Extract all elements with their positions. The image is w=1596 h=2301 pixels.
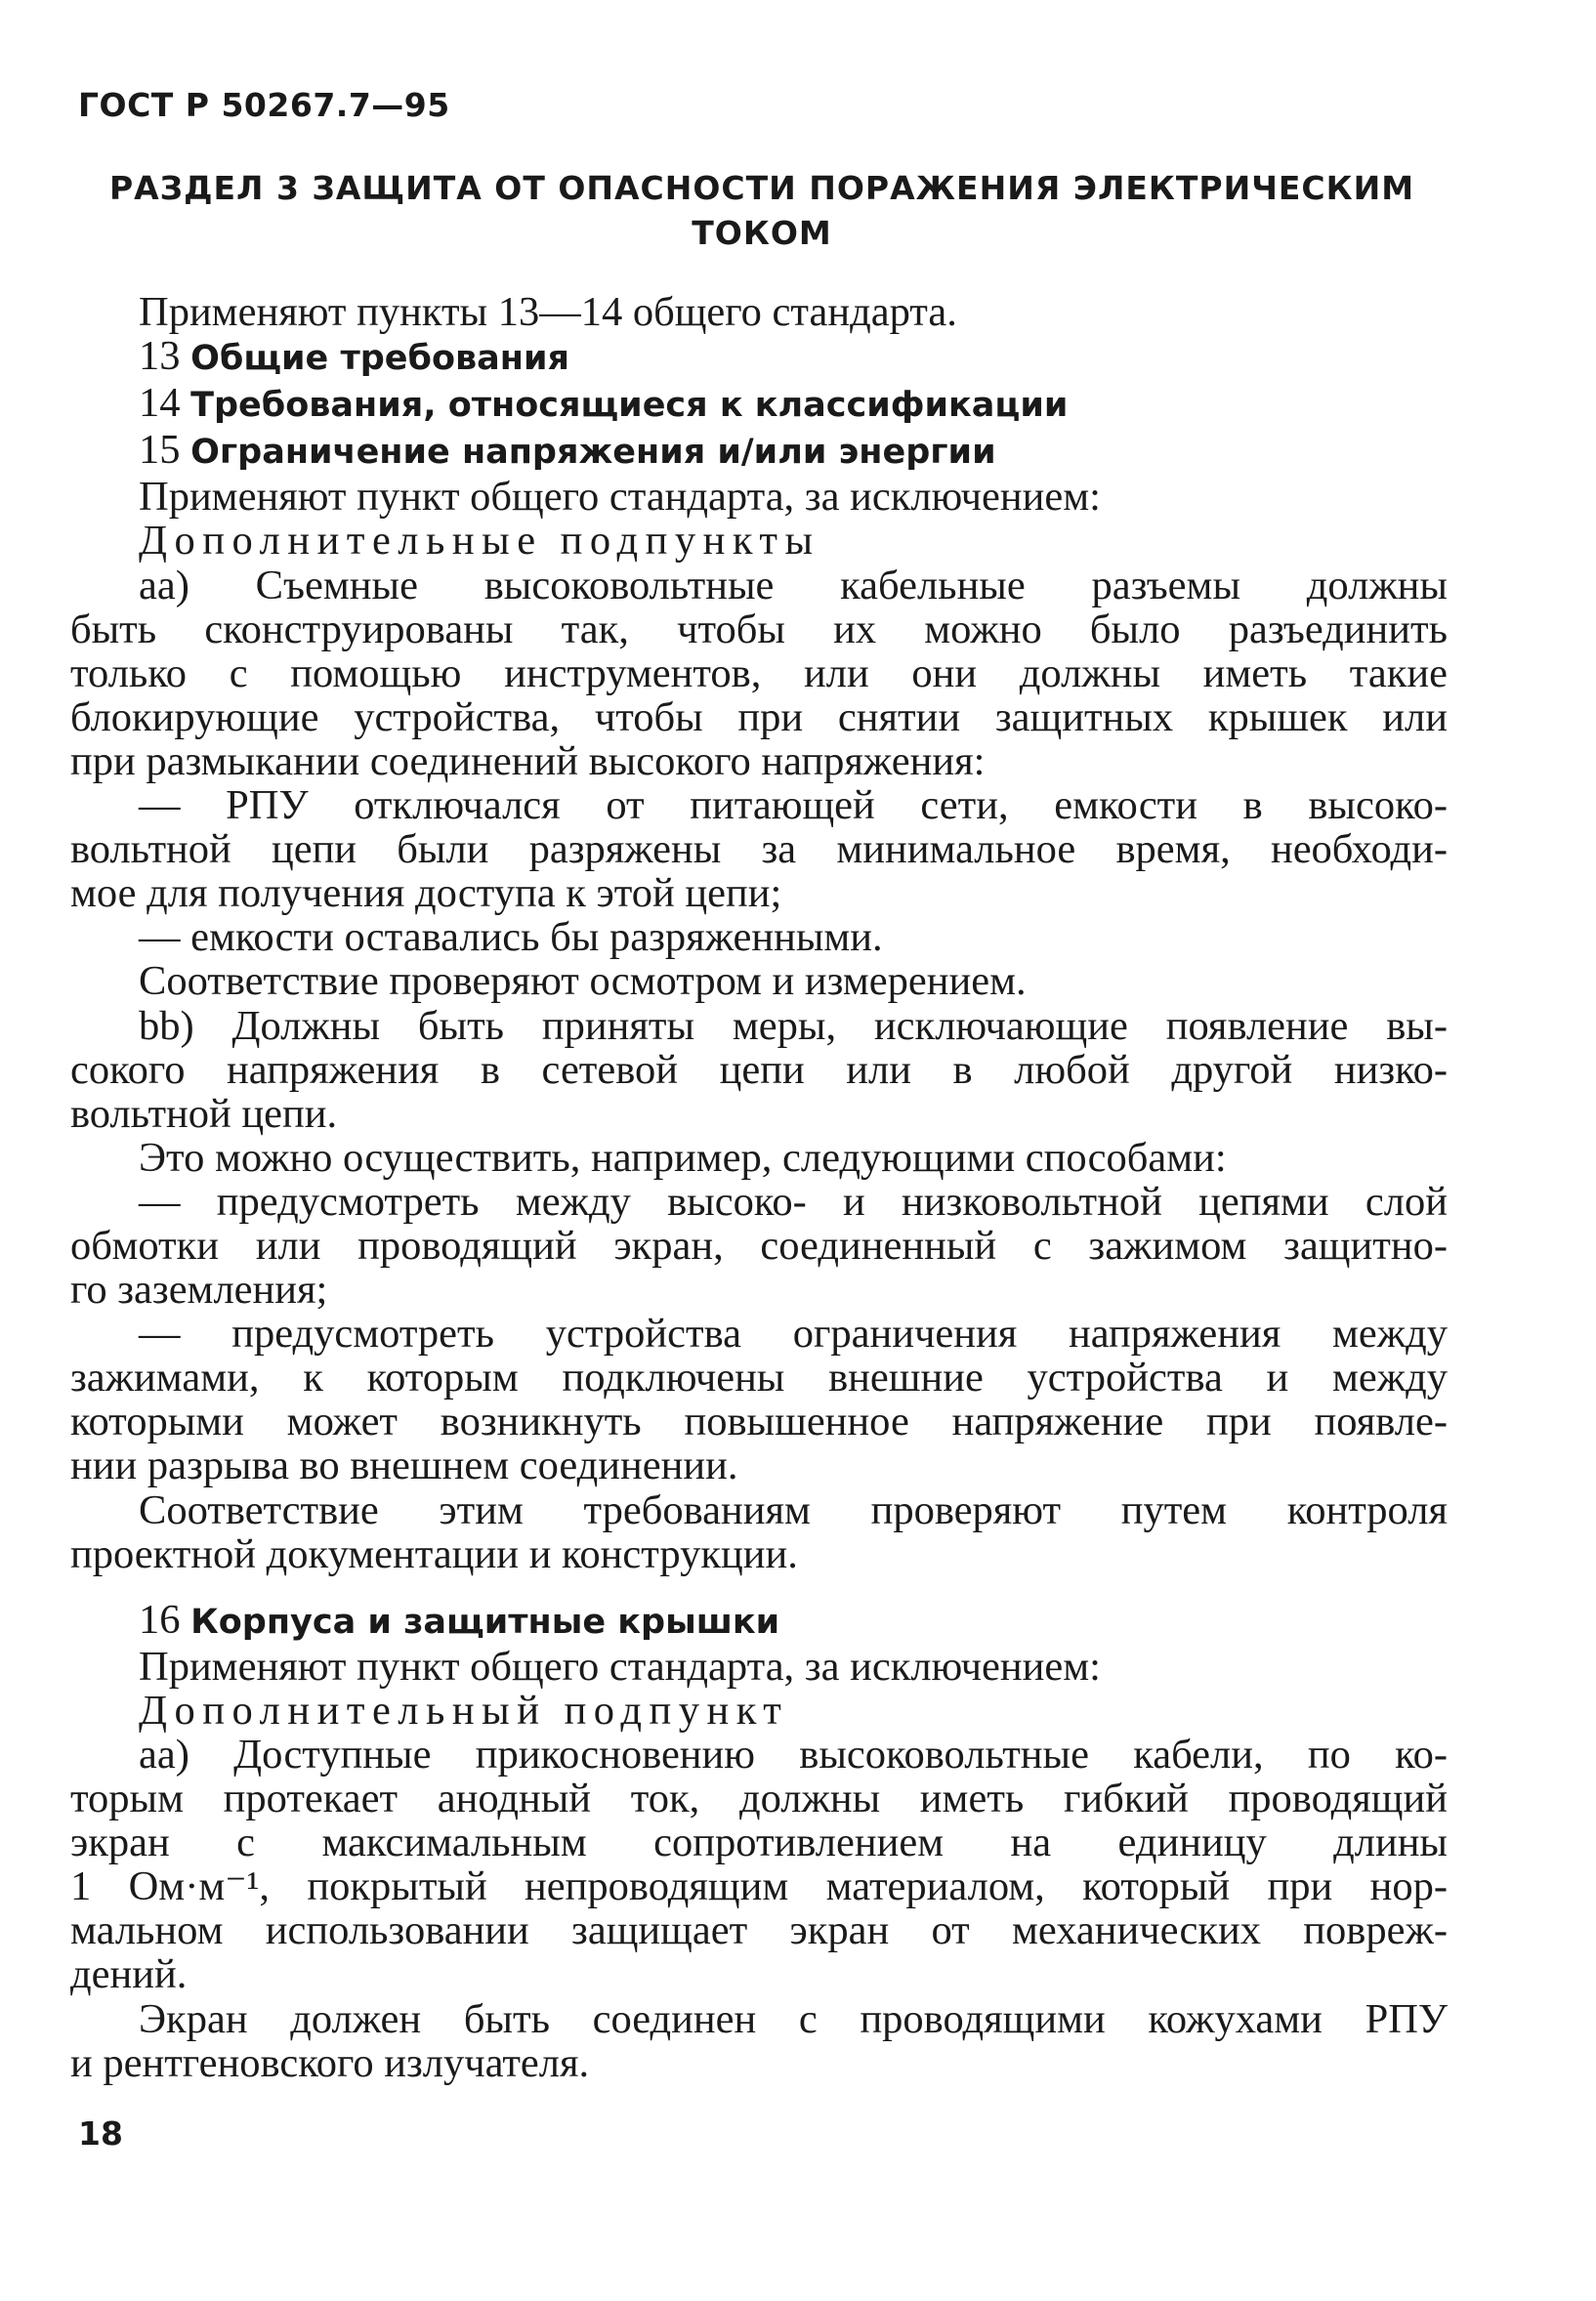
paragraph-methods: Это можно осуществить, например, следующими способами: — [139, 1134, 1227, 1181]
dash-item-3-line-1: — предусмотреть между высоко- и низковольтной цепями слой — [139, 1178, 1448, 1225]
clause-16-intro: Применяют пункт общего стандарта, за исключением: — [139, 1643, 1101, 1690]
section-title-line-1: РАЗДЕЛ 3 ЗАЩИТА ОТ ОПАСНОСТИ ПОРАЖЕНИЯ ЭЛЕКТРИЧЕСКИМ — [108, 169, 1415, 207]
body-text — [70, 290, 1448, 2085]
clause-13-number: 13 — [139, 333, 181, 380]
dash-item-1-line-1: — РПУ отключался от питающей сети, емкости в высоко- — [139, 782, 1448, 829]
dash-item-1-line-2: вольтной цепи были разряжены за минимальное время, необходи- — [70, 826, 1448, 873]
clause-14-title: Требования, относящиеся к классификации — [190, 386, 1069, 426]
dash-item-3-line-3: го заземления; — [70, 1267, 328, 1314]
clause-14-number: 14 — [139, 380, 181, 427]
clause-16-aa-line-1: aa) Доступные прикосновению высоковольтные кабели, по ко- — [139, 1732, 1448, 1778]
clause-16-subheading: Дополнительный подпункт — [139, 1687, 789, 1734]
clause-15-bb-line-2: сокого напряжения в сетевой цепи или в любой другой низко- — [70, 1046, 1448, 1093]
clause-15-heading — [70, 428, 1448, 475]
section-title — [78, 166, 1446, 256]
clause-16-aa-line-5: мальном использовании защищает экран от механических повреж- — [70, 1907, 1448, 1954]
screen-paragraph-line-2: и рентгеновского излучателя. — [70, 2039, 590, 2086]
clause-13-title: Общие требования — [190, 339, 569, 379]
dash-item-4-line-4: нии разрыва во внешнем соединении. — [70, 1443, 738, 1489]
clause-15-bb-line-3: вольтной цепи. — [70, 1090, 338, 1137]
clause-15-aa-line-5: при размыкании соединений высокого напряжения: — [70, 737, 986, 784]
dash-item-4-line-3: которыми может возникнуть повышенное напряжение при появле- — [70, 1399, 1448, 1445]
clause-15-aa-line-1: aa) Съемные высоковольтные кабельные разъемы должны — [139, 562, 1448, 608]
dash-item-4-line-1: — предусмотреть устройства ограничения напряжения между — [139, 1311, 1448, 1358]
clause-15-number: 15 — [139, 427, 181, 474]
clause-15-aa-line-4: блокирующие устройства, чтобы при снятии защитных крышек или — [70, 693, 1448, 740]
clause-16-title: Корпуса и защитные крышки — [190, 1602, 780, 1642]
clause-16-number: 16 — [139, 1596, 181, 1643]
screen-paragraph-line-1: Экран должен быть соединен с проводящими кожухами РПУ — [139, 1995, 1448, 2042]
clause-16-aa-line-6: дений. — [70, 1951, 188, 1998]
dash-item-2: — емкости оставались бы разряженными. — [139, 914, 883, 961]
clause-13-heading — [70, 334, 1448, 381]
section-title-line-2: ТОКОМ — [692, 214, 832, 252]
clause-16-aa-line-4: 1 Ом·м⁻¹, покрытый непроводящим материалом, который при нор- — [70, 1863, 1448, 1910]
clause-15-subheading: Дополнительные подпункты — [139, 518, 820, 565]
clause-15-intro: Применяют пункт общего стандарта, за исключением: — [139, 474, 1101, 521]
dash-item-1-line-3: мое для получения доступа к этой цепи; — [70, 870, 782, 917]
document-code: ГОСТ Р 50267.7—95 — [78, 86, 450, 124]
clause-16-aa-line-2: торым протекает анодный ток, должны иметь гибкий проводящий — [70, 1776, 1448, 1822]
paragraph-apply-clauses: Применяют пункты 13—14 общего стандарта. — [139, 289, 957, 335]
dash-item-3-line-2: обмотки или проводящий экран, соединенный с зажимом защитно- — [70, 1222, 1448, 1269]
clause-14-heading — [70, 381, 1448, 428]
compliance-check-2-line-2: проектной документации и конструкции. — [70, 1530, 798, 1577]
clause-15-aa-line-3: только с помощью инструментов, или они должны иметь такие — [70, 649, 1448, 696]
page-number: 18 — [78, 2114, 123, 2153]
compliance-check-1: Соответствие проверяют осмотром и измерением. — [139, 958, 1027, 1005]
clause-15-bb-line-1: bb) Должны быть приняты меры, исключающие появление вы- — [139, 1002, 1448, 1049]
clause-15-aa-line-2: быть сконструированы так, чтобы их можно было разъединить — [70, 606, 1448, 652]
clause-16-heading — [70, 1598, 1448, 1645]
clause-15-title: Ограничение напряжения и/или энергии — [190, 433, 996, 473]
clause-16-aa-line-3: экран с максимальным сопротивлением на единицу длины — [70, 1820, 1448, 1866]
dash-item-4-line-2: зажимами, к которым подключены внешние устройства и между — [70, 1355, 1448, 1402]
compliance-check-2-line-1: Соответствие этим требованиям проверяют путем контроля — [139, 1486, 1448, 1533]
